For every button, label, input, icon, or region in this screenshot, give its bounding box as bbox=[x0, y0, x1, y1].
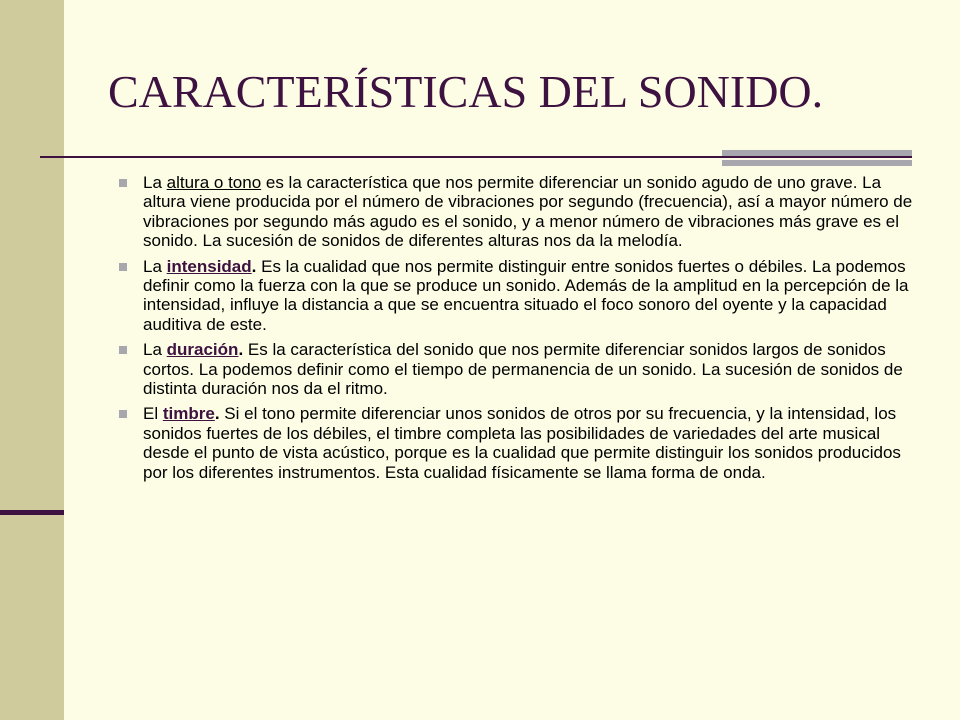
term-suffix: . bbox=[251, 256, 257, 276]
square-bullet-icon bbox=[119, 346, 127, 354]
bullet-body: es la característica que nos permite diferenciar un sonido agudo de uno grave. La altura viene producida por el número de vibraciones por segundo (frecuencia), así a mayor número de vibraciones por segundo más agudo es el sonido, y a menor número de vibraciones más grave es el sonido. La sucesión de sonidos de diferentes alturas nos da la melodía. bbox=[143, 173, 913, 251]
bullet-prefix: La bbox=[143, 173, 167, 192]
bullet-body: Es la característica del sonido que nos permite diferenciar sonidos largos de sonidos cortos. La podemos definir como el tiempo de permanencia de un sonido. La sucesión de sonidos de distinta duración nos da el ritmo. bbox=[143, 340, 903, 399]
left-decorative-band bbox=[0, 0, 64, 720]
bullet-item-duracion bbox=[118, 340, 918, 398]
bullet-item-timbre bbox=[118, 404, 918, 482]
term-suffix: . bbox=[238, 340, 244, 360]
left-accent-bar bbox=[0, 510, 64, 515]
bullet-prefix: La bbox=[143, 340, 167, 360]
bullet-item-intensidad bbox=[118, 257, 918, 335]
square-bullet-icon bbox=[119, 410, 127, 418]
term-altura-o-tono: altura o tono bbox=[166, 173, 262, 192]
term-duracion: duración bbox=[166, 340, 239, 360]
bullet-item-altura bbox=[118, 173, 918, 251]
bullet-body: Si el tono permite diferenciar unos sonidos de otros por su frecuencia, y la intensidad, los sonidos fuertes de los débiles, el timbre completa las posibilidades de variedades del arte musical desde el punto de vista acústico, porque es la cualidad que permite distinguir los sonidos producidos por los diferentes instrumentos. Esta cualidad físicamente se llama forma de onda. bbox=[143, 404, 901, 482]
title-gray-double-rule bbox=[722, 150, 912, 166]
slide-title: CARACTERÍSTICAS DEL SONIDO. bbox=[108, 66, 824, 117]
term-timbre: timbre bbox=[162, 404, 215, 424]
bullet-body: Es la cualidad que nos permite distinguir entre sonidos fuertes o débiles. La podemos definir como la fuerza con la que se produce un sonido. Además de la amplitud en la percepción de la intensidad, influye la distancia a que se encuentra situado el foco sonoro del oyente y la capacidad auditiva de este. bbox=[143, 256, 909, 334]
square-bullet-icon bbox=[119, 263, 127, 271]
bullet-list bbox=[118, 173, 918, 488]
term-intensidad: intensidad bbox=[166, 256, 252, 276]
square-bullet-icon bbox=[119, 179, 127, 187]
bullet-prefix: La bbox=[143, 256, 167, 276]
bullet-prefix: El bbox=[143, 404, 163, 424]
term-suffix: . bbox=[214, 404, 220, 424]
